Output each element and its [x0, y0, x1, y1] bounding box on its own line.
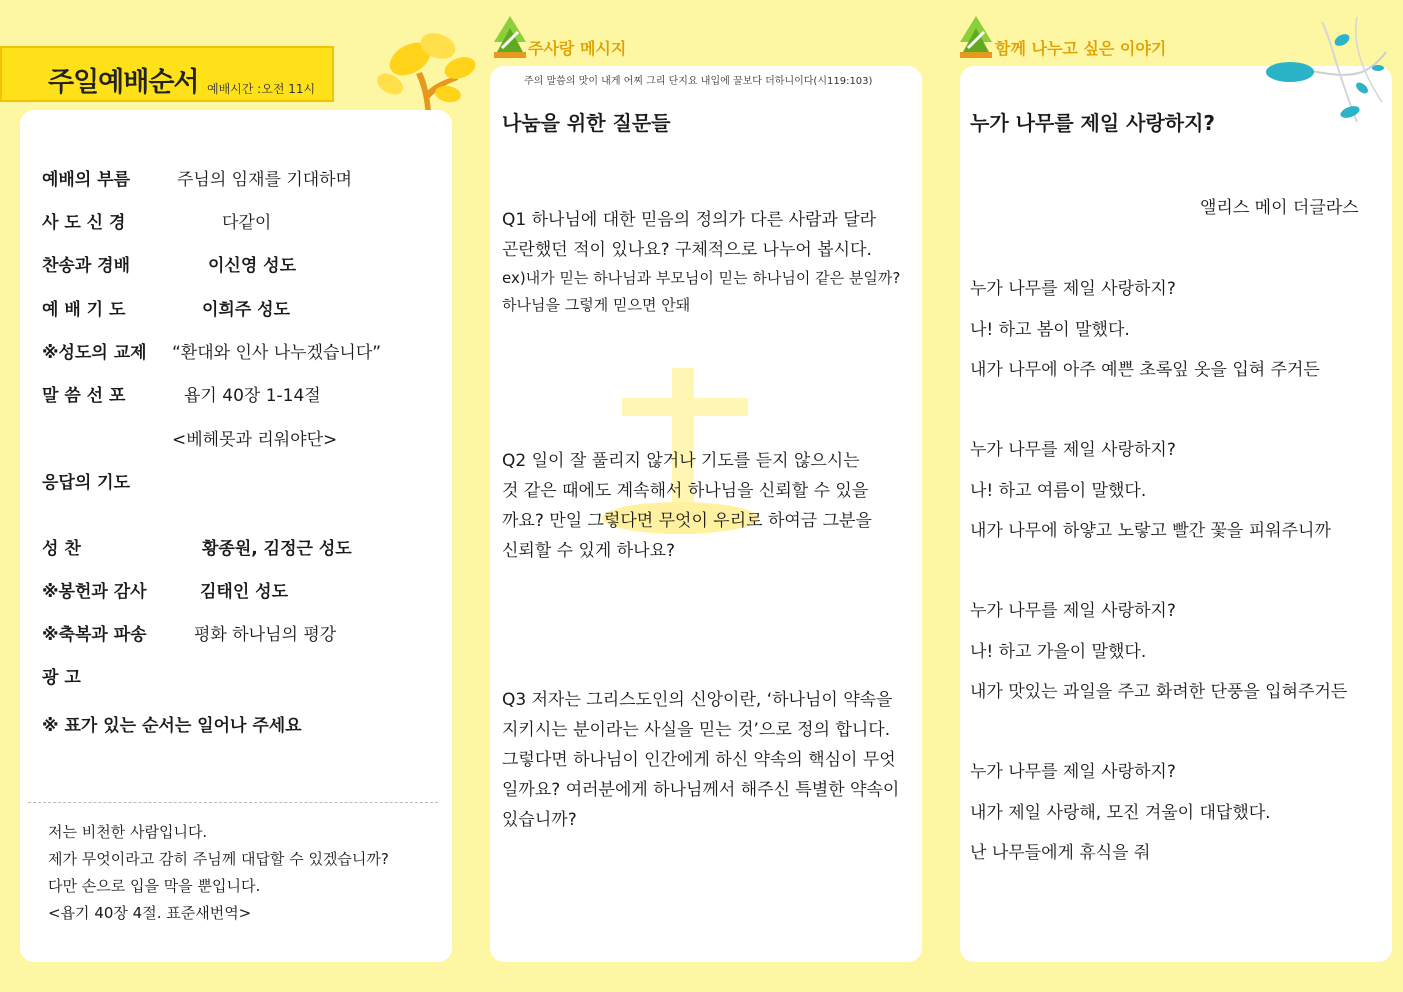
order-value: “환대와 인사 나누겠습니다” [172, 343, 382, 363]
bottom-verse-line: 제가 무엇이라고 감히 주님께 대답할 수 있겠습니까? [48, 850, 389, 868]
order-value: 평화 하나님의 평강 [194, 625, 337, 645]
poem-line: 나! 하고 봄이 말했다. [970, 320, 1130, 340]
q3-line: 일까요? 여러분에게 하나님께서 해주신 특별한 약속이 [502, 780, 900, 800]
page-title: 주일예배순서 [48, 67, 199, 98]
poem-line: 난 나무들에게 휴식을 줘 [970, 843, 1151, 863]
q3-line: 있습니까? [502, 810, 577, 830]
q1-line: 곤란했던 적이 있나요? 구체적으로 나누어 봅시다. [502, 240, 872, 260]
order-label: 예 배 기 도 [42, 300, 126, 320]
ex-line: 하나님을 그렇게 믿으면 안돼 [502, 296, 691, 314]
q3-line: 그렇다면 하나님이 인간에게 하신 약속의 핵심이 무엇 [502, 750, 896, 770]
poem-line: 누가 나무를 제일 사랑하지? [970, 279, 1176, 299]
order-value: 이신영 성도 [208, 256, 297, 276]
divider [28, 802, 438, 803]
poem-line: 내가 제일 사랑해, 모진 겨울이 대답했다. [970, 803, 1271, 823]
message-verse: 주의 말씀의 맛이 내게 어찌 그리 단지요 내입에 꿀보다 더하니이다(시119:103) [524, 76, 873, 87]
bottom-verse-line: 다만 손으로 입을 막을 뿐입니다. [48, 877, 261, 895]
order-value: 김태인 성도 [200, 582, 289, 602]
order-value: 황종원, 김정근 성도 [202, 539, 352, 559]
q3-line: Q3 저자는 그리스도인의 신앙이란, ‘하나님이 약속을 [502, 690, 893, 710]
tree-logo-icon [958, 14, 994, 60]
order-value: 주님의 임재를 기대하며 [177, 170, 353, 190]
bottom-verse-ref: <욥기 40장 4절. 표준새번역> [48, 904, 252, 922]
order-label: 광 고 [42, 668, 81, 688]
tree-logo-icon [492, 14, 528, 60]
order-label: 예배의 부름 [42, 170, 131, 190]
order-label: 응답의 기도 [42, 473, 131, 493]
poem-line: 내가 나무에 아주 예쁜 초록잎 옷을 입혀 주거든 [970, 360, 1320, 380]
story-author: 앨리스 메이 더글라스 [1200, 198, 1359, 218]
q3-line: 지키시는 분이라는 사실을 믿는 것’으로 정의 합니다. [502, 720, 891, 740]
order-value: 다같이 [222, 213, 272, 233]
q2-line: 것 같은 때에도 계속해서 하나님을 신뢰할 수 있을 [502, 481, 869, 501]
order-label: ※축복과 파송 [42, 625, 147, 645]
q2-line: 까요? 만일 그렇다면 무엇이 우리로 하여금 그분을 [502, 511, 872, 531]
service-time: 예배시간 :오전 11시 [207, 82, 316, 96]
story-heading: 누가 나무를 제일 사랑하지? [970, 111, 1216, 135]
order-note: ※ 표가 있는 순서는 일어나 주세요 [42, 716, 302, 736]
section-title-message: 주사랑 메시지 [528, 39, 627, 58]
poem-line: 누가 나무를 제일 사랑하지? [970, 762, 1176, 782]
order-value: <베헤못과 리워야단> [172, 430, 338, 450]
poem-line: 내가 맛있는 과일을 주고 화려한 단풍을 입혀주거든 [970, 682, 1348, 702]
poem-line: 나! 하고 여름이 말했다. [970, 481, 1147, 501]
q2-line: Q2 일이 잘 풀리지 않거나 기도를 듣지 않으시는 [502, 451, 860, 471]
order-label: 말 씀 선 포 [42, 386, 126, 406]
order-value: 욥기 40장 1-14절 [184, 386, 321, 406]
bottom-verse-line: 저는 비천한 사람입니다. [48, 823, 208, 841]
questions-heading: 나눔을 위한 질문들 [502, 111, 671, 135]
floral-decoration-icon [1262, 12, 1392, 130]
ex-line: ex)내가 믿는 하나님과 부모님이 믿는 하나님이 같은 분일까? [502, 269, 901, 287]
poem-line: 누가 나무를 제일 사랑하지? [970, 601, 1176, 621]
order-label: ※성도의 교제 [42, 343, 147, 363]
poem-line: 내가 나무에 하얗고 노랗고 빨간 꽃을 피워주니까 [970, 521, 1331, 541]
section-title-story: 함께 나누고 싶은 이야기 [995, 39, 1167, 58]
poem-line: 누가 나무를 제일 사랑하지? [970, 440, 1176, 460]
poem-line: 나! 하고 가을이 말했다. [970, 642, 1147, 662]
order-label: 사 도 신 경 [42, 213, 126, 233]
order-label: ※봉헌과 감사 [42, 582, 147, 602]
q1-line: Q1 하나님에 대한 믿음의 정의가 다른 사람과 달라 [502, 210, 877, 230]
q2-line: 신뢰할 수 있게 하나요? [502, 541, 676, 561]
order-label: 성 찬 [42, 539, 81, 559]
order-label: 찬송과 경배 [42, 256, 131, 276]
order-value: 이희주 성도 [202, 300, 291, 320]
